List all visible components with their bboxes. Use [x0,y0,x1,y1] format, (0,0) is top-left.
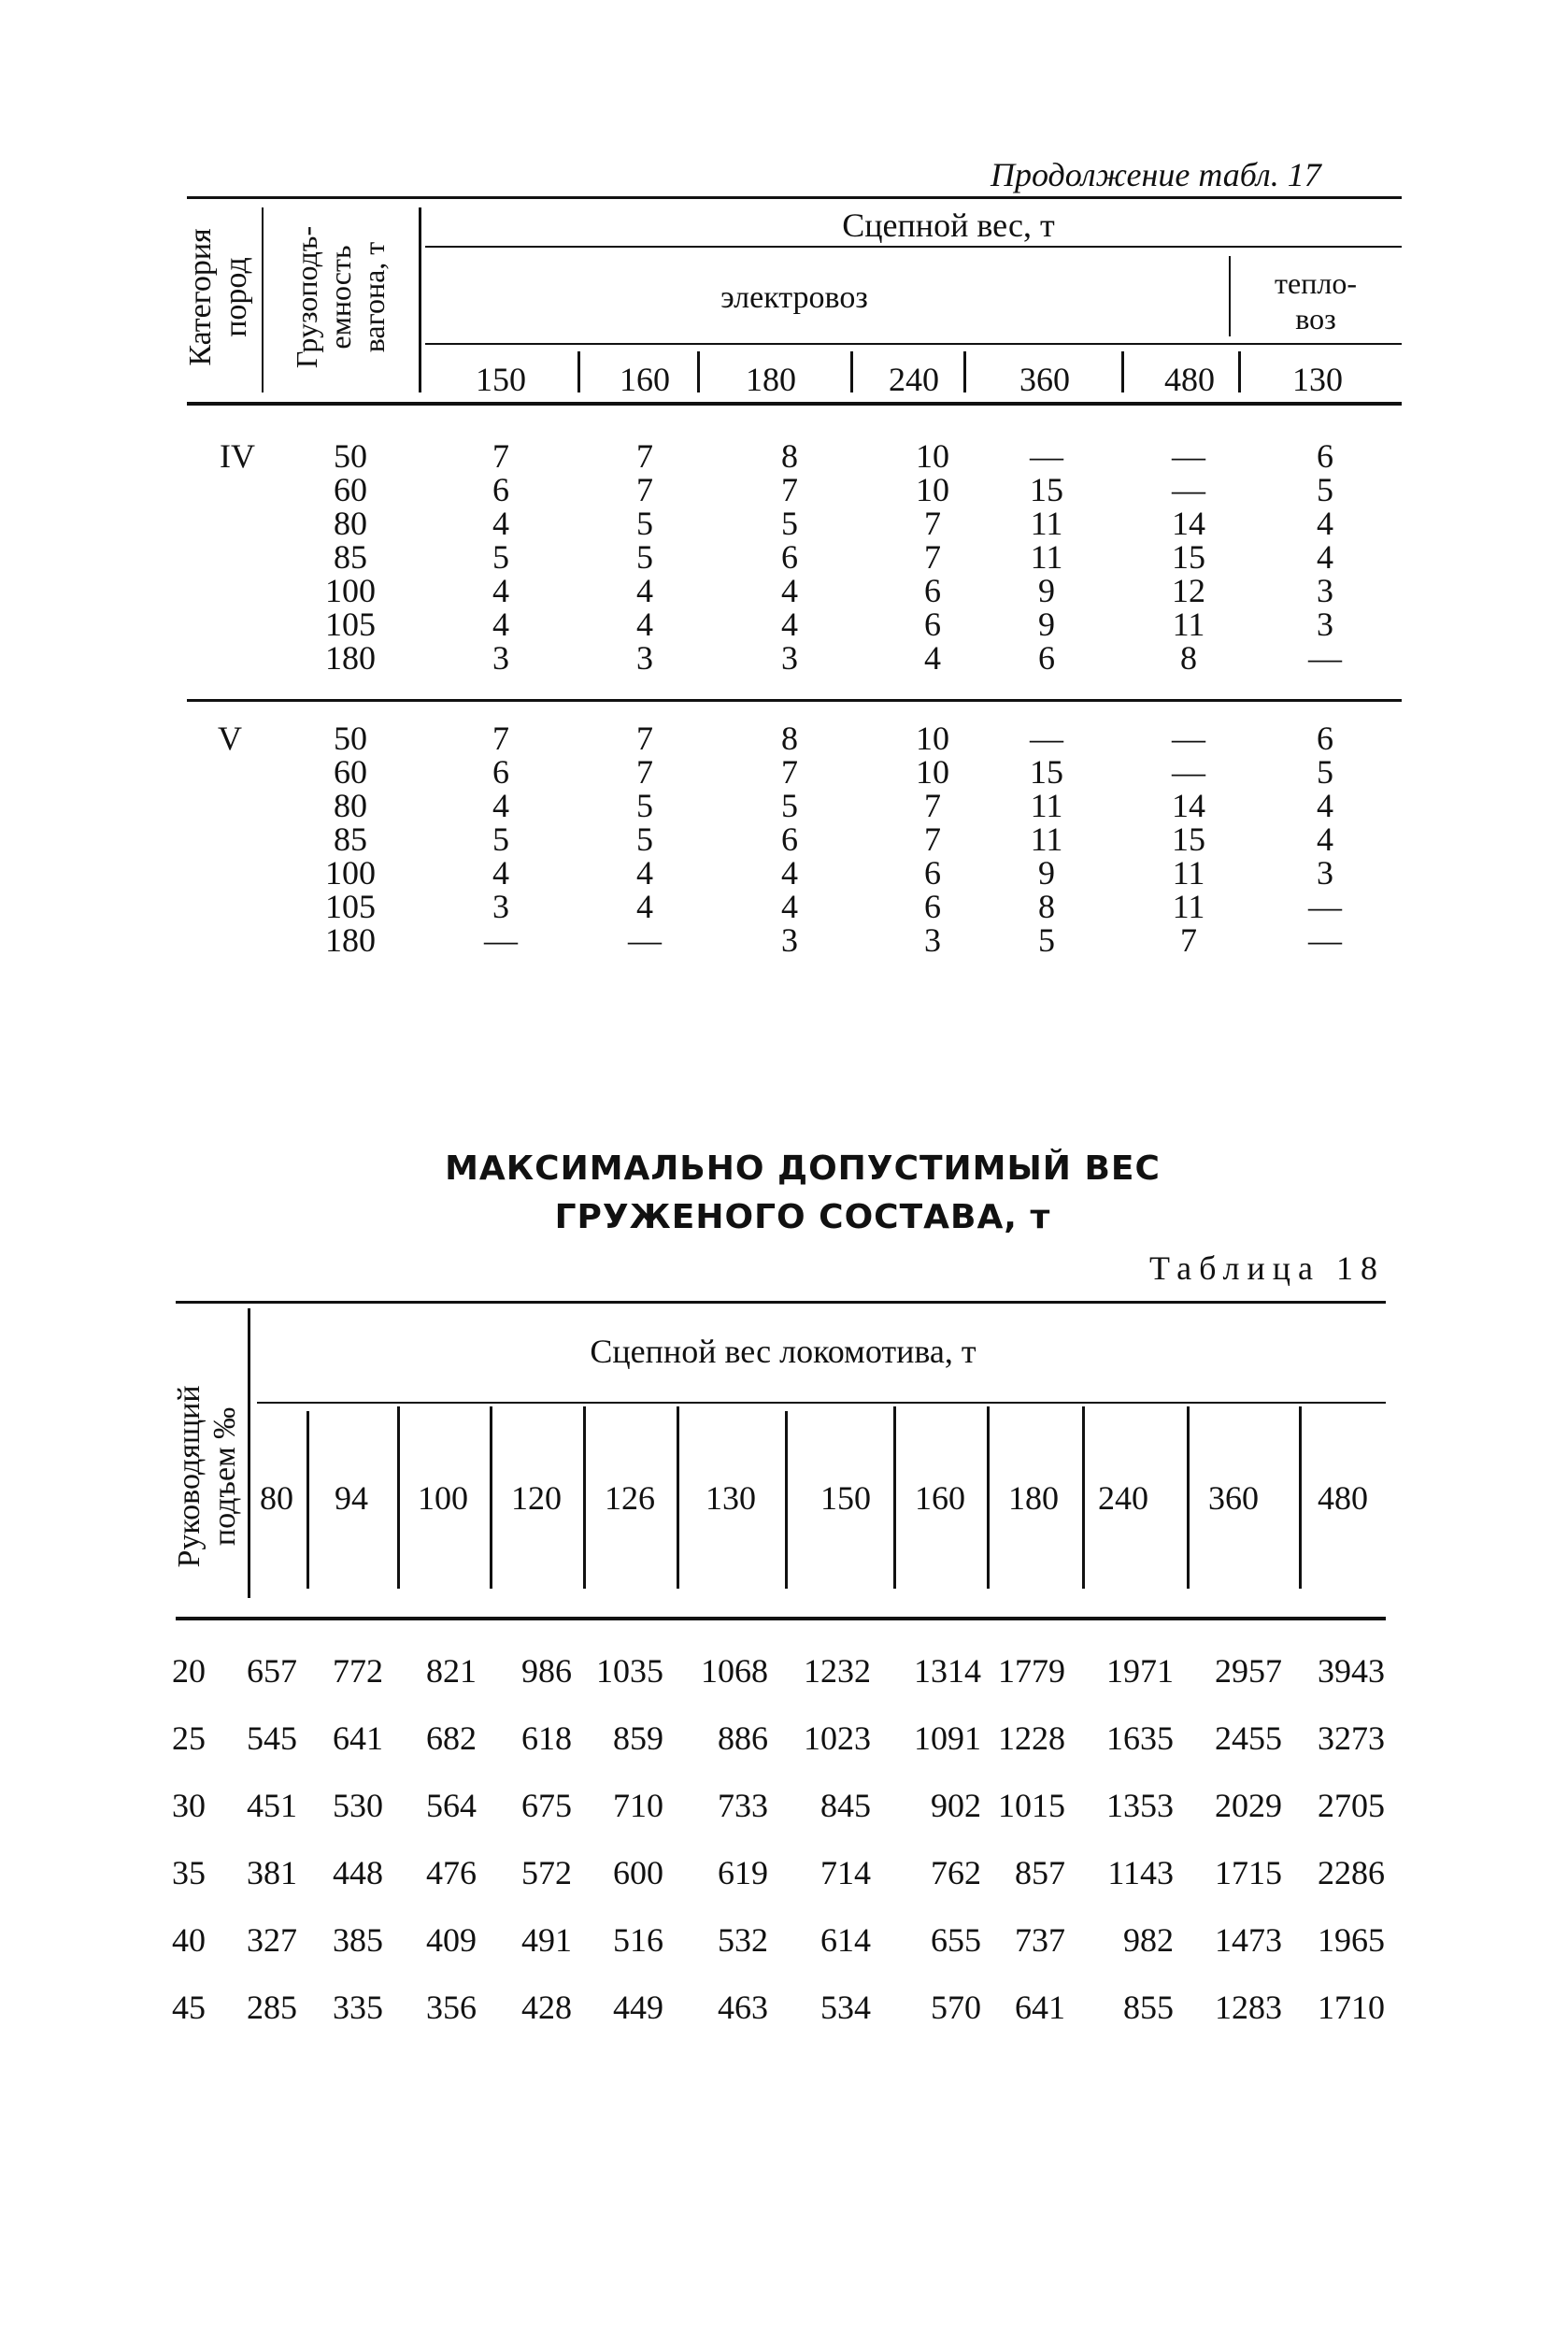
table-cell: 737 [1015,1921,1065,1959]
table-cell: 516 [613,1921,663,1959]
header-electric: электровоз [720,280,868,315]
table-cell: 1353 [1106,1787,1174,1824]
table-cell: 714 [820,1854,871,1891]
table-cell: 1068 [701,1652,768,1690]
weight-col-150: 150 [476,361,526,398]
table-cell: 1143 [1107,1854,1174,1891]
table-cell: 1091 [914,1719,981,1757]
table-cell: 1779 [998,1652,1065,1690]
table-cell: 285 [247,1989,297,2026]
table-cell: 335 [333,1989,383,2026]
table-cell: 1971 [1106,1652,1174,1690]
value-column-180: 8 7 5 6 4 4 3 [781,437,798,677]
table-cell: 1232 [804,1652,871,1690]
table-cell: 570 [931,1989,981,2026]
section-title: МАКСИМАЛЬНО ДОПУСТИМЫЙ ВЕС ГРУЖЕНОГО СОСТАВА, т [445,1149,1161,1236]
value-column-160: 7 7 5 5 4 4 — [628,720,662,959]
table-cell: 428 [521,1989,572,2026]
table-cell: 682 [426,1719,477,1757]
table-cell: 1035 [596,1652,663,1690]
grade-cell: 35 [172,1854,206,1891]
table-cell: 762 [931,1854,981,1891]
table-cell: 2705 [1318,1787,1385,1824]
table-cell: 821 [426,1652,477,1690]
weight-col-360: 360 [1019,361,1070,398]
capacity-column: 50 60 80 85 100 105 180 [325,437,376,677]
value-column-130: 6 5 4 4 3 — — [1308,720,1342,959]
table-cell: 710 [613,1787,663,1824]
table-cell: 534 [820,1989,871,2026]
table-cell: 2957 [1215,1652,1282,1690]
table-cell: 545 [247,1719,297,1757]
value-column-240: 10 10 7 7 6 6 4 [916,437,949,677]
header-category: Категория пород [183,228,253,366]
table-cell: 1023 [804,1719,871,1757]
table-cell: 600 [613,1854,663,1891]
weight-col-126: 126 [605,1479,655,1517]
table-cell: 982 [1123,1921,1174,1959]
table-cell: 1283 [1215,1989,1282,2026]
weight-col-480: 480 [1164,361,1215,398]
category-label: IV [220,437,255,475]
table-cell: 619 [718,1854,768,1891]
table-cell: 451 [247,1787,297,1824]
table-cell: 2029 [1215,1787,1282,1824]
value-column-130: 6 5 4 4 3 3 — [1308,437,1342,677]
table-cell: 1228 [998,1719,1065,1757]
table-cell: 572 [521,1854,572,1891]
table-cell: 1710 [1318,1989,1385,2026]
table-cell: 491 [521,1921,572,1959]
table-cell: 3273 [1318,1719,1385,1757]
table-cell: 327 [247,1921,297,1959]
value-column-180: 8 7 5 6 4 4 3 [781,720,798,959]
table-cell: 2286 [1318,1854,1385,1891]
header-capacity: Грузоподъ- емность вагона, т [290,225,391,369]
table-cell: 356 [426,1989,477,2026]
value-column-480: — — 14 15 12 11 8 [1172,437,1205,677]
header-coupling-weight: Сцепной вес локомотива, т [590,1333,976,1370]
weight-col-80: 80 [260,1479,293,1517]
value-column-150: 7 6 4 5 4 3 — [484,720,518,959]
table-cell: 675 [521,1787,572,1824]
weight-col-240: 240 [889,361,939,398]
grade-cell: 40 [172,1921,206,1959]
value-column-360: — 15 11 11 9 9 6 [1030,437,1063,677]
table-cell: 409 [426,1921,477,1959]
table-cell: 1015 [998,1787,1065,1824]
table-cell: 859 [613,1719,663,1757]
weight-col-180: 180 [1008,1479,1059,1517]
table-cell: 655 [931,1921,981,1959]
weight-col-94: 94 [335,1479,368,1517]
table-cell: 1715 [1215,1854,1282,1891]
table-cell: 618 [521,1719,572,1757]
table-cell: 733 [718,1787,768,1824]
table-cell: 449 [613,1989,663,2026]
weight-col-100: 100 [418,1479,468,1517]
category-label: V [218,720,242,757]
table-cell: 532 [718,1921,768,1959]
header-diesel: тепло- воз [1275,266,1357,335]
weight-col-180: 180 [746,361,796,398]
table-cell: 1314 [914,1652,981,1690]
table-cell: 476 [426,1854,477,1891]
weight-col-130: 130 [1292,361,1343,398]
table-cell: 1635 [1106,1719,1174,1757]
weight-col-360: 360 [1208,1479,1259,1517]
table-cell: 857 [1015,1854,1065,1891]
value-column-360: — 15 11 11 9 8 5 [1030,720,1063,959]
weight-col-240: 240 [1098,1479,1148,1517]
grade-cell: 45 [172,1989,206,2026]
table-cell: 772 [333,1652,383,1690]
table-cell: 614 [820,1921,871,1959]
table-cell: 530 [333,1787,383,1824]
table18-label: Таблица 18 [1149,1249,1385,1287]
grade-cell: 25 [172,1719,206,1757]
table-cell: 845 [820,1787,871,1824]
table-cell: 448 [333,1854,383,1891]
weight-col-150: 150 [820,1479,871,1517]
table-cell: 902 [931,1787,981,1824]
table-cell: 381 [247,1854,297,1891]
header-grade: Руководящий подъем ‰ [172,1385,242,1568]
table-cell: 986 [521,1652,572,1690]
weight-col-160: 160 [620,361,670,398]
value-column-240: 10 10 7 7 6 6 3 [916,720,949,959]
table-cell: 886 [718,1719,768,1757]
grade-cell: 30 [172,1787,206,1824]
table-cell: 385 [333,1921,383,1959]
table-cell: 2455 [1215,1719,1282,1757]
table-cell: 463 [718,1989,768,2026]
value-column-480: — — 14 15 11 11 7 [1172,720,1205,959]
weight-col-160: 160 [915,1479,965,1517]
table-cell: 3943 [1318,1652,1385,1690]
table-cell: 1473 [1215,1921,1282,1959]
value-column-150: 7 6 4 5 4 4 3 [492,437,509,677]
weight-col-480: 480 [1318,1479,1368,1517]
value-column-160: 7 7 5 5 4 4 3 [636,437,653,677]
table-cell: 564 [426,1787,477,1824]
table-cell: 855 [1123,1989,1174,2026]
table-cell: 1965 [1318,1921,1385,1959]
grade-cell: 20 [172,1652,206,1690]
capacity-column: 50 60 80 85 100 105 180 [325,720,376,959]
page-caption: Продолжение табл. 17 [991,156,1321,193]
weight-col-120: 120 [511,1479,562,1517]
table-cell: 657 [247,1652,297,1690]
header-coupling-weight: Сцепной вес, т [842,207,1055,244]
weight-col-130: 130 [706,1479,756,1517]
table-cell: 641 [333,1719,383,1757]
table-cell: 641 [1015,1989,1065,2026]
